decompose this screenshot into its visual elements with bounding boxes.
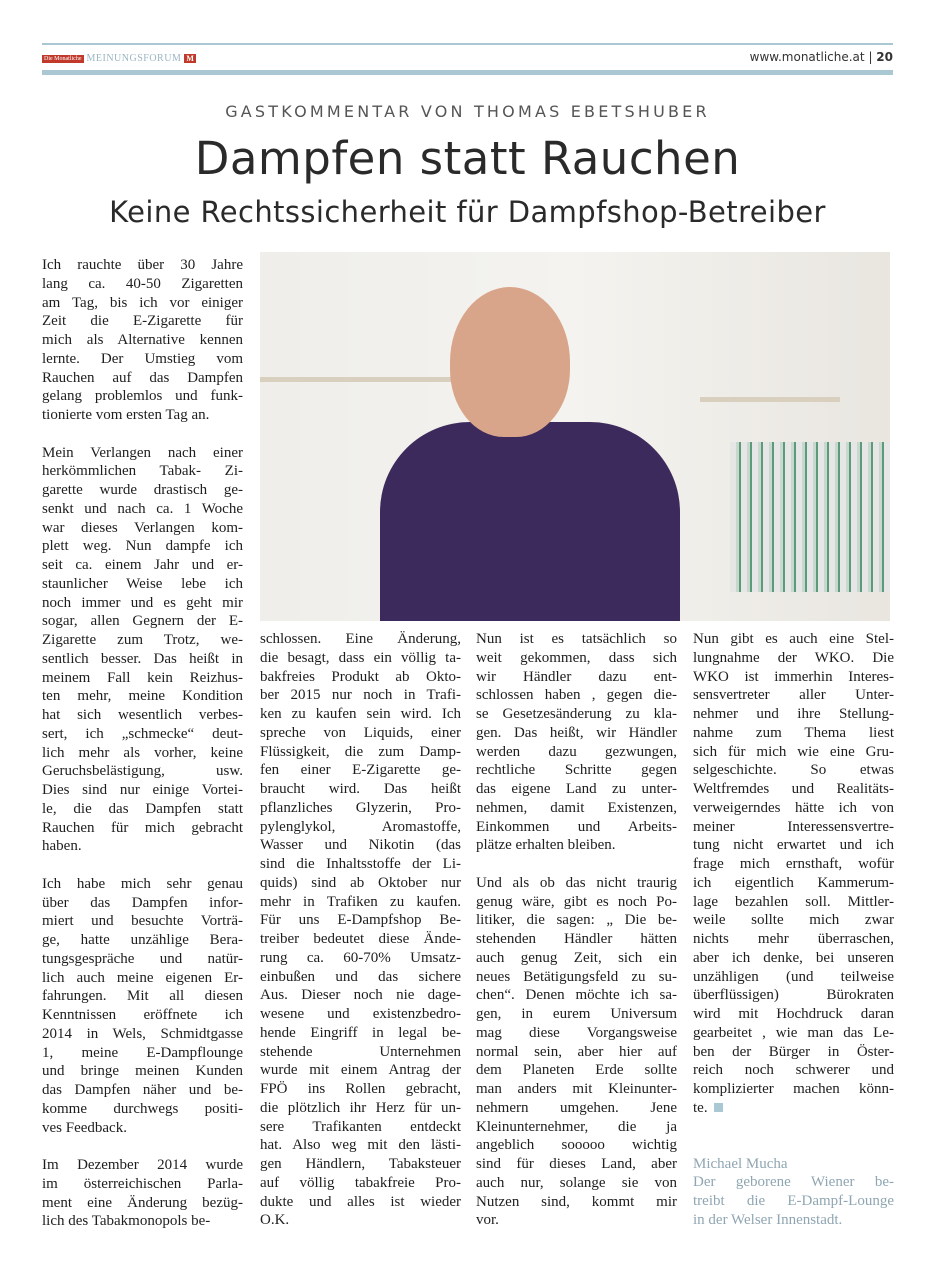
text-line: herkömmlichen Tabak- Zi-	[42, 463, 243, 480]
text-line: sogar, allen Gegnern der E-	[42, 613, 243, 630]
text-line: war dieses Verlangen kom-	[42, 519, 243, 536]
text-line: gelang problemlos und funk-	[42, 388, 243, 405]
text-line: nahme zum Thema liest	[693, 724, 894, 741]
article-photo	[260, 252, 890, 621]
text-line: Wasser und Nikotin (das	[260, 837, 461, 854]
text-line: frage mich ernsthaft, wofür	[693, 856, 894, 872]
text-line: werden dazu gezwungen,	[476, 743, 677, 760]
text-line: das Dampfen näher und be-	[42, 1082, 243, 1098]
text-line: wesene und existenzbedro-	[260, 1006, 461, 1022]
paragraph	[476, 630, 677, 855]
text-line: te.	[693, 1099, 894, 1118]
text-line: dem Planeten Erde sollte	[476, 1062, 677, 1079]
text-line: ber 2015 nur noch in Trafi-	[260, 687, 461, 704]
kicker: GASTKOMMENTAR VON THOMAS EBETSHUBER	[225, 102, 710, 121]
header-bar	[42, 70, 893, 75]
paragraph	[42, 1156, 243, 1231]
text-line: gearbeitet , wie man das Le-	[693, 1024, 894, 1041]
paragraph	[260, 630, 461, 1230]
text-line: Zeit die E-Zigarette für	[42, 313, 243, 330]
author-bio-line: Der geborene Wiener be-	[693, 1174, 894, 1191]
text-line: nehmer und ihre Stellung-	[693, 706, 894, 722]
text-line: Nutzen sind, kommt mir	[476, 1193, 677, 1210]
text-line: seit ca. einem Jahr und er-	[42, 557, 243, 573]
text-column-4	[693, 630, 894, 1230]
text-line: lang ca. 40-50 Zigaretten	[42, 275, 243, 292]
man-shirt	[380, 422, 680, 621]
text-line: ken zu kaufen sein wird. Ich	[260, 706, 461, 722]
text-line: miert und besuchte Vorträ-	[42, 913, 243, 930]
text-line: die plötzlich ihr Herz für un-	[260, 1099, 461, 1116]
text-line: Und als ob das nicht traurig	[476, 874, 677, 891]
text-line: verweigerndes hätte ich von	[693, 799, 894, 816]
text-line: Weltfremdes und Realitäts-	[693, 781, 894, 797]
text-line: lage bezahlen soll. Mittler-	[693, 893, 894, 910]
text-line: Ich habe mich sehr genau	[42, 875, 243, 892]
text-line: WKO ist immerhin Interes-	[693, 668, 894, 685]
text-line: lich des Tabakmonopols be-	[42, 1213, 211, 1230]
text-line: man anders mit Kleinunter-	[476, 1081, 677, 1097]
text-line: sich für mich wie eine Gru-	[693, 743, 894, 760]
text-line: fen einer E-Zigarette ge-	[260, 762, 461, 779]
text-line: schlossen haben , gegen die-	[476, 687, 677, 704]
article-title: Dampfen statt Rauchen	[194, 132, 741, 185]
text-line: tungsgespräche und natür-	[42, 950, 243, 967]
text-line: hat. Also weg mit den lästi-	[260, 1137, 461, 1154]
text-line: ich eigentlich Kammerum-	[693, 874, 894, 891]
end-mark-icon	[714, 1103, 723, 1112]
text-line: unzähligen (und teilweise	[693, 968, 894, 985]
text-line: 2014 in Wels, Schmidtgasse	[42, 1025, 243, 1042]
text-column-3	[476, 630, 677, 1230]
text-line: mehr in Trafiken zu kaufen.	[260, 893, 461, 910]
text-line: Flüssigkeit, die zum Damp-	[260, 743, 461, 760]
text-line: senkt und nach ca. 1 Woche	[42, 500, 243, 517]
text-line: auch genug Zeit, sich ein	[476, 949, 677, 966]
shelf	[700, 397, 840, 402]
text-column-2	[260, 630, 461, 1230]
text-line: am Tag, bis ich vor einiger	[42, 294, 243, 311]
paragraph	[42, 256, 243, 425]
author-name: Michael Mucha	[693, 1155, 788, 1172]
text-line: Rauchen auf das Dampfen	[42, 369, 243, 386]
author-bio-line: treibt die E-Dampf-Lounge	[693, 1193, 894, 1209]
text-line: selgeschichte. So etwas	[693, 762, 894, 779]
text-line: komplizierter machen könn-	[693, 1081, 894, 1097]
text-line: staunlicher Weise lebe ich	[42, 575, 243, 592]
author-bio-line: in der Welser Innenstadt.	[693, 1211, 843, 1228]
text-line: wird mit Hochdruck daran	[693, 1006, 894, 1022]
page-info: www.monatliche.at | 20	[749, 50, 893, 64]
section-name: MEINUNGSFORUM	[86, 53, 182, 64]
text-line: Nun ist es tatsächlich so	[476, 631, 677, 647]
text-line: bakfreies Produkt ab Okto-	[260, 668, 461, 685]
article-subtitle: Keine Rechtssicherheit für Dampfshop-Betreiber	[109, 195, 826, 229]
text-line: überflüssigen) Bürokraten	[693, 987, 894, 1004]
masthead	[42, 53, 196, 64]
brand-logo: Die Monatliche	[44, 55, 82, 62]
text-line: gen, in eurem Universum	[476, 1006, 677, 1022]
liquid-bottles	[730, 442, 890, 592]
text-line: le, die das Dampfen statt	[42, 800, 243, 817]
paragraph	[693, 630, 894, 1118]
text-line: Geruchsbelästigung, usw.	[42, 763, 243, 780]
text-line: sentlich besser. Das heißt in	[42, 650, 243, 667]
text-line: litiker, die sagen: „ Die be-	[476, 912, 677, 929]
text-line: meinem Fall kein Reizhus-	[42, 669, 243, 686]
text-line: Im Dezember 2014 wurde	[42, 1157, 243, 1173]
text-line: einbußen und das sichere	[260, 968, 461, 985]
text-line: Aus. Dieser noch nie dage-	[260, 987, 461, 1004]
text-line: plätze erhalten bleiben.	[476, 837, 616, 854]
text-line: spreche von Liquids, einer	[260, 724, 461, 741]
text-line: tung nicht erwartet und ich	[693, 837, 894, 854]
text-line: quids) sind ab Oktober nur	[260, 874, 461, 891]
text-line: reich noch schwerer und	[693, 1062, 894, 1079]
text-line: rung ca. 60-70% Umsatz-	[260, 949, 461, 966]
text-line: se Gesetzesänderung zu kla-	[476, 706, 677, 722]
text-line: Zigarette zum Trotz, we-	[42, 632, 243, 648]
text-line: braucht wird. Das heißt	[260, 781, 461, 797]
text-line: stehenden Händler hätten	[476, 931, 677, 947]
text-line: garette wurde drastisch ge-	[42, 482, 243, 498]
text-line: lernte. Der Umstieg vom	[42, 350, 243, 367]
text-line: auch nur, solange sie von	[476, 1174, 677, 1191]
website-url: www.monatliche.at	[749, 50, 865, 64]
paragraph	[476, 874, 677, 1230]
text-line: sind die Inhaltsstoffe der Li-	[260, 856, 461, 872]
header-rule	[42, 43, 893, 45]
text-line: tionierte vom ersten Tag an.	[42, 407, 210, 423]
text-line: schlossen. Eine Änderung,	[260, 631, 461, 647]
text-line: nehmen, damit Existenzen,	[476, 799, 677, 816]
text-line: meiner Interessensvertre-	[693, 818, 894, 835]
text-line: ten mehr, meine Kondition	[42, 688, 243, 705]
text-line: Ich rauchte über 30 Jahre	[42, 257, 243, 273]
text-line: Mein Verlangen nach einer	[42, 444, 243, 461]
text-line: fahrungen. Mit all diesen	[42, 988, 243, 1005]
text-line: ment eine Änderung bezüg-	[42, 1194, 243, 1211]
text-line: weit gekommen, dass sich	[476, 649, 677, 666]
text-line: dukte und alles ist wieder	[260, 1193, 461, 1210]
text-line: im österreichischen Parla-	[42, 1175, 243, 1192]
text-line: hat sich wesentlich verbes-	[42, 707, 243, 723]
text-line: noch immer und es geht mir	[42, 594, 243, 611]
text-line: Rauchen für mich gebracht	[42, 819, 243, 836]
text-line: lich auch meine eigenen Er-	[42, 969, 243, 986]
text-line: wir Händler dazu ent-	[476, 668, 677, 685]
text-line: normal sein, aber hier auf	[476, 1043, 677, 1060]
text-line: wurde mit einem Antrag der	[260, 1062, 461, 1079]
text-line: haben.	[42, 838, 82, 855]
text-line: gen. Das heißt, wir Händler	[476, 724, 677, 741]
text-line: plett weg. Nun dampfe ich	[42, 538, 243, 555]
text-line: gen Händlern, Tabaksteuer	[260, 1156, 461, 1172]
text-line: die besagt, dass ein völlig ta-	[260, 649, 461, 666]
text-line: Dies sind nur einige Vortei-	[42, 782, 243, 798]
text-line: treiber bedeutet diese Ände-	[260, 931, 461, 947]
text-line: Einkommen und Arbeits-	[476, 818, 677, 835]
text-line: sere Trafikanten entdeckt	[260, 1118, 461, 1135]
man-head	[450, 287, 570, 437]
text-line: hende Eingriff in legal be-	[260, 1024, 461, 1041]
text-line: genug wäre, gibt es noch Po-	[476, 893, 677, 910]
page-number: 20	[876, 50, 893, 64]
text-line: sensvertreter aller Unter-	[693, 687, 894, 704]
text-line: neues Betätigungsfeld zu su-	[476, 968, 677, 985]
text-line: nichts mehr überraschen,	[693, 931, 894, 947]
paragraph	[42, 444, 243, 857]
text-line: und bringe meinen Kunden	[42, 1063, 243, 1080]
text-line: ben der Bürger in Öster-	[693, 1043, 894, 1060]
text-line: Kenntnissen eröffnete ich	[42, 1007, 243, 1023]
text-line: stehende Unternehmen	[260, 1043, 461, 1060]
text-line: Kleinunternehmer, die ja	[476, 1118, 677, 1135]
text-line: aber ich denke, bei unseren	[693, 949, 894, 966]
text-line: lungnahme der WKO. Die	[693, 649, 894, 666]
section-badge: M	[186, 54, 194, 63]
text-line: sert, ich „schmecke“ deut-	[42, 725, 243, 742]
text-line: über das Dampfen infor-	[42, 894, 243, 911]
text-line: 1, meine E-Dampflounge	[42, 1044, 243, 1061]
text-line: auf völlig tabakfreie Pro-	[260, 1174, 461, 1191]
text-line: Für uns E-Dampfshop Be-	[260, 912, 461, 929]
author-bio	[693, 1155, 894, 1230]
text-line: pflanzliches Glyzerin, Pro-	[260, 799, 461, 816]
text-line: das eigene Land zu unter-	[476, 781, 677, 797]
text-line: ge, hatte unzählige Bera-	[42, 932, 243, 948]
paragraph	[42, 875, 243, 1138]
text-line: ves Feedback.	[42, 1119, 127, 1136]
text-line: vor.	[476, 1212, 499, 1229]
text-line: pylenglykol, Aromastoffe,	[260, 818, 461, 835]
text-line: rechtliche Schritte gegen	[476, 762, 677, 779]
text-line: komme durchwegs positi-	[42, 1100, 243, 1117]
text-line: O.K.	[260, 1212, 290, 1229]
text-line: chen“. Denen möchte ich sa-	[476, 987, 677, 1004]
text-line: nehmern umgehen. Jene	[476, 1099, 677, 1116]
text-line: mich als Alternative kennen	[42, 332, 243, 348]
text-line: lich mehr als vorher, keine	[42, 744, 243, 761]
text-line: FPÖ ins Rollen gebracht,	[260, 1081, 461, 1097]
text-line: angeblich sooooo wichtig	[476, 1137, 677, 1154]
text-line: mag diese Vorgangsweise	[476, 1024, 677, 1041]
text-line: sind für dieses Land, aber	[476, 1156, 677, 1172]
text-column-1	[42, 256, 243, 1231]
text-line: Nun gibt es auch eine Stel-	[693, 631, 894, 647]
text-line: weile sollte mich zwar	[693, 912, 894, 929]
